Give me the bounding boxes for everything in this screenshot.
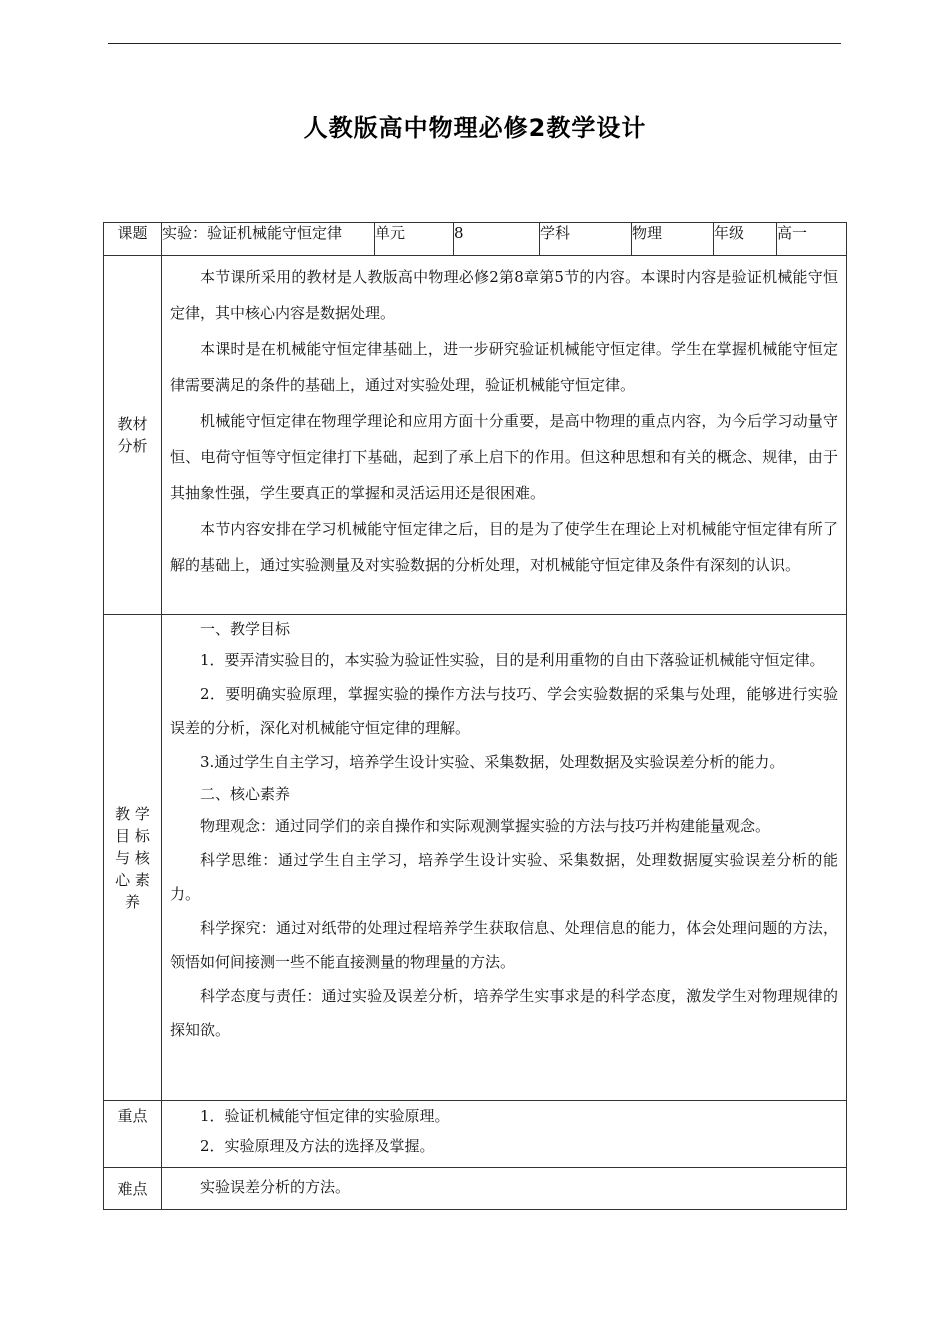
unit-label: 单元 [375,223,454,256]
objectives-label-line: 心 素 [115,870,150,889]
difficulties-label: 难点 [104,1168,162,1210]
objective-item: 1．要弄清实验目的，本实验为验证性实验，目的是利用重物的自由下落验证机械能守恒定律。 [200,651,825,669]
grade-label: 年级 [714,223,777,256]
document-title: 人教版高中物理必修2教学设计 [303,114,647,142]
analysis-label-line2: 分析 [117,437,148,455]
analysis-paragraph: 机械能守恒定律在物理学理论和应用方面十分重要，是高中物理的重点内容，为今后学习动量守恒、电荷守恒等守恒定律打下基础，起到了承上启下的作用。但这种思想和有关的概念、规律，由于其抽象性强，学生要真正的掌握和灵活运用还是很困难。 [170,412,838,502]
literacy-item: 物理观念：通过同学们的亲自操作和实际观测掌握实验的方法与技巧并构建能量观念。 [200,817,771,835]
analysis-paragraph: 本课时是在机械能守恒定律基础上，进一步研究验证机械能守恒定律。学生在掌握机械能守恒定律需要满足的条件的基础上，通过对实验处理，验证机械能守恒定律。 [170,340,838,394]
analysis-label [104,256,162,615]
key-points-row [104,1101,847,1168]
difficulties-content [162,1168,847,1210]
objectives-heading: 一、教学目标 [200,620,291,638]
subject-label: 学科 [540,223,632,256]
literacy-heading: 二、核心素养 [200,785,291,803]
literacy-item: 科学思维：通过学生自主学习，培养学生设计实验、采集数据，处理数据厦实验误差分析的能力。 [170,851,838,903]
literacy-item: 科学探究：通过对纸带的处理过程培养学生获取信息、处理信息的能力，体会处理问题的方法，领悟如何间接测一些不能直接测量的物理量的方法。 [170,919,838,971]
key-points-label: 重点 [104,1101,162,1168]
objectives-label-line: 养 [124,892,140,911]
topic-label: 课题 [104,223,162,256]
unit-value: 8 [454,223,540,256]
objectives-label-line: 教 学 [115,804,150,823]
lesson-plan-table [103,222,847,1210]
objectives-content [162,615,847,1101]
difficulties-row [104,1168,847,1210]
difficulty-text: 实验误差分析的方法。 [200,1178,351,1196]
key-point-item: 1．验证机械能守恒定律的实验原理。 [200,1107,450,1125]
topic-value: 实验：验证机械能守恒定律 [162,223,375,256]
objective-item: 3.通过学生自主学习，培养学生设计实验、采集数据，处理数据及实验误差分析的能力。 [200,753,785,771]
objectives-label-line: 与 核 [115,848,150,867]
analysis-paragraph: 本节课所采用的教材是人教版高中物理必修2第8章第5节的内容。本课时内容是验证机械能守恒定律，其中核心内容是数据处理。 [170,268,838,322]
objectives-row [104,615,847,1101]
header-rule [108,43,841,44]
analysis-label-line1: 教材 [117,415,148,433]
analysis-content [162,256,847,615]
key-points-content [162,1101,847,1168]
objectives-label-line: 目 标 [115,826,150,845]
meta-row [104,223,847,256]
key-point-item: 2．实验原理及方法的选择及掌握。 [200,1137,435,1155]
objectives-label [104,615,162,1101]
grade-value: 高一 [777,223,847,256]
analysis-paragraph: 本节内容安排在学习机械能守恒定律之后，目的是为了使学生在理论上对机械能守恒定律有所了解的基础上，通过实验测量及对实验数据的分析处理，对机械能守恒定律及条件有深刻的认识。 [170,520,838,574]
analysis-row [104,256,847,615]
literacy-item: 科学态度与责任：通过实验及误差分析，培养学生实事求是的科学态度，激发学生对物理规律的探知欲。 [170,987,838,1039]
subject-value: 物理 [632,223,714,256]
objective-item: 2．要明确实验原理，掌握实验的操作方法与技巧、学会实验数据的采集与处理，能够进行实验误差的分析，深化对机械能守恒定律的理解。 [170,685,838,737]
